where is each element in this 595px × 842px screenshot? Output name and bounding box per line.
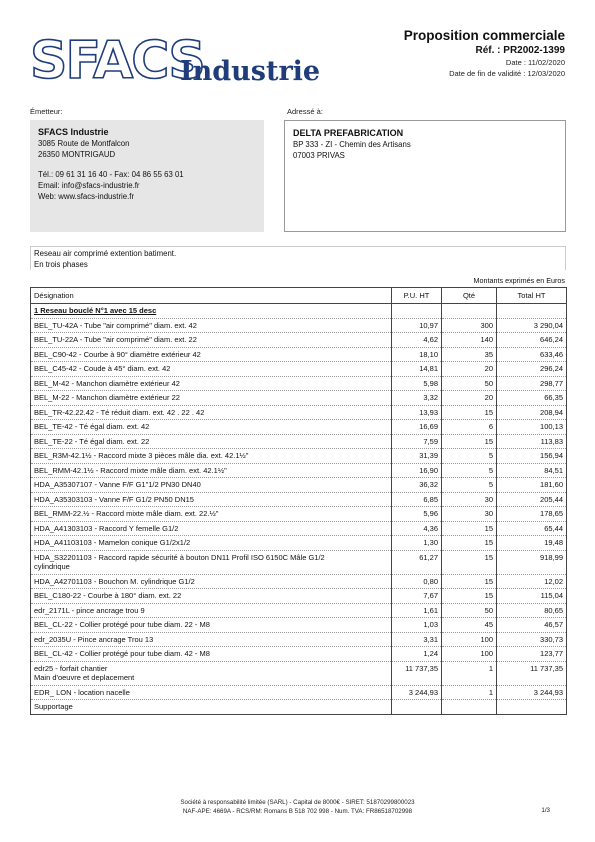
table-row [31, 632, 567, 647]
item-quantity: 50 [442, 603, 497, 618]
item-unit-price: 4,36 [392, 521, 442, 536]
item-designation [31, 420, 392, 435]
item-total: 205,44 [497, 492, 567, 507]
emitter-label: Émetteur: [30, 107, 63, 116]
emitter-box [30, 120, 264, 232]
item-quantity [442, 700, 497, 715]
item-quantity: 15 [442, 521, 497, 536]
item-designation-detail: Main d'oeuvre et deplacement [34, 673, 135, 682]
item-designation [31, 376, 392, 391]
company-logo [30, 28, 320, 94]
item-quantity: 300 [442, 318, 497, 333]
item-unit-price: 16,90 [392, 463, 442, 478]
table-row [31, 618, 567, 633]
item-designation [31, 647, 392, 662]
section-row [31, 304, 567, 319]
item-designation [31, 507, 392, 522]
item-designation-text: BEL_RMM-42.1½ - Raccord mixte mâle diam. ext. 42.1½" [34, 465, 227, 475]
recipient-address-line1: BP 333 - ZI - Chemin des Artisans [293, 140, 411, 149]
item-designation [31, 700, 392, 715]
item-designation-text: HDA_A41303103 - Raccord Y femelle G1/2 [34, 523, 179, 533]
item-designation-text: HDA_A41103103 - Mamelon conique G1/2x1/2 [34, 538, 191, 547]
item-unit-price: 36,32 [392, 478, 442, 493]
description-line2: En trois phases [34, 260, 88, 269]
recipient-label: Adressé à: [287, 107, 323, 116]
col-quantity: Qté [442, 288, 497, 304]
table-row [31, 589, 567, 604]
item-designation-text: BEL_TE-42 - Té égal diam. ext. 42 [34, 422, 150, 431]
page-number: 1/3 [541, 807, 550, 814]
item-quantity: 30 [442, 492, 497, 507]
item-quantity: 30 [442, 507, 497, 522]
item-quantity: 20 [442, 391, 497, 406]
item-designation-text: edr25 - forfait chantier [34, 663, 108, 673]
item-designation [31, 362, 392, 377]
recipient-address-line2: 07003 PRIVAS [293, 151, 345, 160]
item-unit-price: 3,32 [392, 391, 442, 406]
item-total [497, 700, 567, 715]
table-row [31, 492, 567, 507]
item-designation [31, 449, 392, 464]
item-unit-price: 16,69 [392, 420, 442, 435]
table-row [31, 603, 567, 618]
emitter-email: Email: info@sfacs-industrie.fr [38, 181, 140, 190]
item-designation-text: BEL_TU-22A - Tube "air comprimé" diam. ext. 22 [34, 335, 197, 344]
table-row [31, 463, 567, 478]
item-total: 84,51 [497, 463, 567, 478]
item-unit-price: 13,93 [392, 405, 442, 420]
item-total: 156,94 [497, 449, 567, 464]
table-row [31, 550, 567, 574]
item-total: 646,24 [497, 333, 567, 348]
item-total: 181,60 [497, 478, 567, 493]
item-total: 80,65 [497, 603, 567, 618]
item-designation [31, 405, 392, 420]
col-designation: Désignation [31, 288, 392, 304]
item-total: 330,73 [497, 632, 567, 647]
item-designation [31, 521, 392, 536]
item-total: 66,35 [497, 391, 567, 406]
item-unit-price: 1,30 [392, 536, 442, 551]
item-designation [31, 463, 392, 478]
document-reference: Réf. : PR2002-1399 [475, 45, 565, 56]
item-unit-price: 4,62 [392, 333, 442, 348]
item-designation-text: edr_2171L - pince ancrage trou 9 [34, 605, 145, 615]
recipient-name: DELTA PREFABRICATION [293, 128, 404, 138]
item-unit-price: 31,39 [392, 449, 442, 464]
item-designation-text: edr_2035U - Pince ancrage Trou 13 [34, 634, 154, 644]
table-row [31, 333, 567, 348]
item-designation [31, 536, 392, 551]
item-unit-price: 0,80 [392, 574, 442, 589]
validity-date: Date de fin de validité : 12/03/2020 [449, 69, 565, 78]
table-row [31, 478, 567, 493]
table-row [31, 700, 567, 715]
description-line1: Reseau air comprimé extention batiment. [34, 249, 177, 258]
item-designation [31, 492, 392, 507]
document-title: Proposition commerciale [403, 28, 565, 43]
item-designation [31, 347, 392, 362]
table-row [31, 376, 567, 391]
item-quantity: 15 [442, 434, 497, 449]
item-quantity: 6 [442, 420, 497, 435]
item-quantity: 1 [442, 685, 497, 700]
item-quantity: 15 [442, 574, 497, 589]
item-total: 11 737,35 [497, 661, 567, 685]
item-designation-text: HDA_A35303103 - Vanne F/F G1/2 PN50 DN15 [34, 494, 194, 504]
item-designation-text: BEL_TR-42.22.42 - Té réduit diam. ext. 42 . 22 . 42 [34, 407, 205, 417]
item-quantity: 5 [442, 449, 497, 464]
item-total: 178,65 [497, 507, 567, 522]
item-designation [31, 618, 392, 633]
item-designation-text: BEL_M-22 - Manchon diamètre extérieur 22 [34, 393, 180, 402]
table-row [31, 449, 567, 464]
table-row [31, 536, 567, 551]
item-total: 65,44 [497, 521, 567, 536]
item-unit-price [392, 700, 442, 715]
item-total: 298,77 [497, 376, 567, 391]
item-unit-price: 10,97 [392, 318, 442, 333]
item-quantity: 100 [442, 632, 497, 647]
item-quantity: 140 [442, 333, 497, 348]
item-designation-text: Supportage [34, 702, 73, 711]
table-row [31, 685, 567, 700]
table-row [31, 420, 567, 435]
item-unit-price: 61,27 [392, 550, 442, 574]
item-designation [31, 550, 392, 574]
item-quantity: 100 [442, 647, 497, 662]
item-designation-text: BEL_CL-22 - Collier protégé pour tube diam. 22 - M8 [34, 620, 210, 629]
item-unit-price: 5,98 [392, 376, 442, 391]
items-table [30, 287, 567, 715]
item-unit-price: 3 244,93 [392, 685, 442, 700]
table-row [31, 405, 567, 420]
table-row [31, 362, 567, 377]
item-designation [31, 661, 392, 685]
emitter-address-line2: 26350 MONTRIGAUD [38, 150, 116, 159]
item-total: 3 290,04 [497, 318, 567, 333]
item-designation [31, 478, 392, 493]
table-row [31, 318, 567, 333]
currency-note: Montants exprimés en Euros [473, 276, 565, 285]
item-total: 123,77 [497, 647, 567, 662]
item-unit-price: 6,85 [392, 492, 442, 507]
emitter-address-line1: 3085 Route de Montfalcon [38, 139, 130, 148]
col-unit-price: P.U. HT [392, 288, 442, 304]
table-body [31, 304, 567, 715]
logo-industrie-text: Industrie [180, 56, 320, 87]
item-total: 113,83 [497, 434, 567, 449]
logo-sfacs-text: SFACS [30, 31, 204, 91]
item-total: 19,48 [497, 536, 567, 551]
section-title: 1 Reseau bouclé N°1 avec 15 desc [31, 304, 392, 319]
item-unit-price: 1,61 [392, 603, 442, 618]
item-quantity: 35 [442, 347, 497, 362]
document-date: Date : 11/02/2020 [505, 58, 565, 67]
item-unit-price: 11 737,35 [392, 661, 442, 685]
item-unit-price: 5,96 [392, 507, 442, 522]
item-unit-price: 7,67 [392, 589, 442, 604]
item-designation [31, 391, 392, 406]
footer-line2: NAF-APE: 4669A - RCS/RM: Romans B 518 702 998 - Num. TVA: FR86518702998 [182, 808, 413, 815]
item-designation-text: EDR_ LON - location nacelle [34, 687, 130, 697]
table-row [31, 507, 567, 522]
item-unit-price: 7,59 [392, 434, 442, 449]
item-quantity: 50 [442, 376, 497, 391]
item-total: 12,02 [497, 574, 567, 589]
item-designation-text: BEL_M-42 - Manchon diamètre extérieur 42 [34, 378, 180, 388]
item-quantity: 45 [442, 618, 497, 633]
item-designation [31, 589, 392, 604]
item-quantity: 15 [442, 405, 497, 420]
item-total: 115,04 [497, 589, 567, 604]
item-designation [31, 574, 392, 589]
table-row [31, 661, 567, 685]
item-total: 3 244,93 [497, 685, 567, 700]
item-designation [31, 685, 392, 700]
item-unit-price: 18,10 [392, 347, 442, 362]
item-quantity: 15 [442, 536, 497, 551]
item-designation-text: BEL_C45-42 - Coude à 45° diam. ext. 42 [34, 364, 171, 373]
item-unit-price: 1,03 [392, 618, 442, 633]
item-quantity: 20 [442, 362, 497, 377]
table-row [31, 347, 567, 362]
col-total: Total HT [497, 288, 567, 304]
item-total: 918,99 [497, 550, 567, 574]
item-designation-text: BEL_C90-42 - Courbe à 90° diamètre extérieur 42 [34, 349, 201, 359]
table-row [31, 574, 567, 589]
item-designation [31, 333, 392, 348]
item-designation-text: HDA_A42701103 - Bouchon M. cylindrique G1/2 [34, 576, 195, 586]
item-designation [31, 603, 392, 618]
item-total: 633,46 [497, 347, 567, 362]
item-designation-text: BEL_TU-42A - Tube "air comprimé" diam. ext. 42 [34, 320, 197, 330]
table-header-row [31, 288, 567, 304]
item-designation-text: BEL_RMM-22.½ - Raccord mixte mâle diam. ext. 22.½" [34, 509, 219, 518]
table-row [31, 647, 567, 662]
item-unit-price: 1,24 [392, 647, 442, 662]
emitter-name: SFACS Industrie [38, 127, 109, 137]
item-total: 100,13 [497, 420, 567, 435]
recipient-box [284, 120, 566, 232]
item-designation [31, 434, 392, 449]
item-designation-text: BEL_R3M-42.1½ - Raccord mixte 3 pièces mâle dia. ext. 42.1½" [34, 451, 249, 460]
item-quantity: 5 [442, 463, 497, 478]
table-row [31, 521, 567, 536]
item-designation-text: HDA_A35307107 - Vanne F/F G1"1/2 PN30 DN40 [34, 480, 201, 489]
item-quantity: 15 [442, 550, 497, 574]
project-description [30, 246, 566, 270]
item-total: 208,94 [497, 405, 567, 420]
table-row [31, 391, 567, 406]
item-designation-text: BEL_C180-22 - Courbe à 180° diam. ext. 22 [34, 591, 182, 600]
item-designation-detail: cylindrique [34, 562, 70, 571]
item-designation-text: BEL_CL-42 - Collier protégé pour tube diam. 42 - M8 [34, 649, 210, 658]
emitter-phone: Tél.: 09 61 31 16 40 - Fax: 04 86 55 63 01 [38, 170, 184, 179]
item-quantity: 15 [442, 589, 497, 604]
item-quantity: 5 [442, 478, 497, 493]
emitter-web: Web: www.sfacs-industrie.fr [38, 192, 135, 201]
item-total: 296,24 [497, 362, 567, 377]
item-total: 46,57 [497, 618, 567, 633]
item-unit-price: 3,31 [392, 632, 442, 647]
footer-line1: Société à responsabilité limitée (SARL) - Capital de 8000€ - SIRET: 51870299800023 [180, 799, 415, 806]
item-designation [31, 318, 392, 333]
item-quantity: 1 [442, 661, 497, 685]
legal-footer [0, 798, 595, 816]
table-row [31, 434, 567, 449]
item-designation-text: HDA_S32201103 - Raccord rapide sécurité à bouton DN11 Profil ISO 6150C Mâle G1/2 [34, 552, 325, 562]
item-designation [31, 632, 392, 647]
item-designation-text: BEL_TE-22 - Té égal diam. ext. 22 [34, 436, 150, 446]
item-unit-price: 14,81 [392, 362, 442, 377]
document-header [404, 28, 565, 78]
